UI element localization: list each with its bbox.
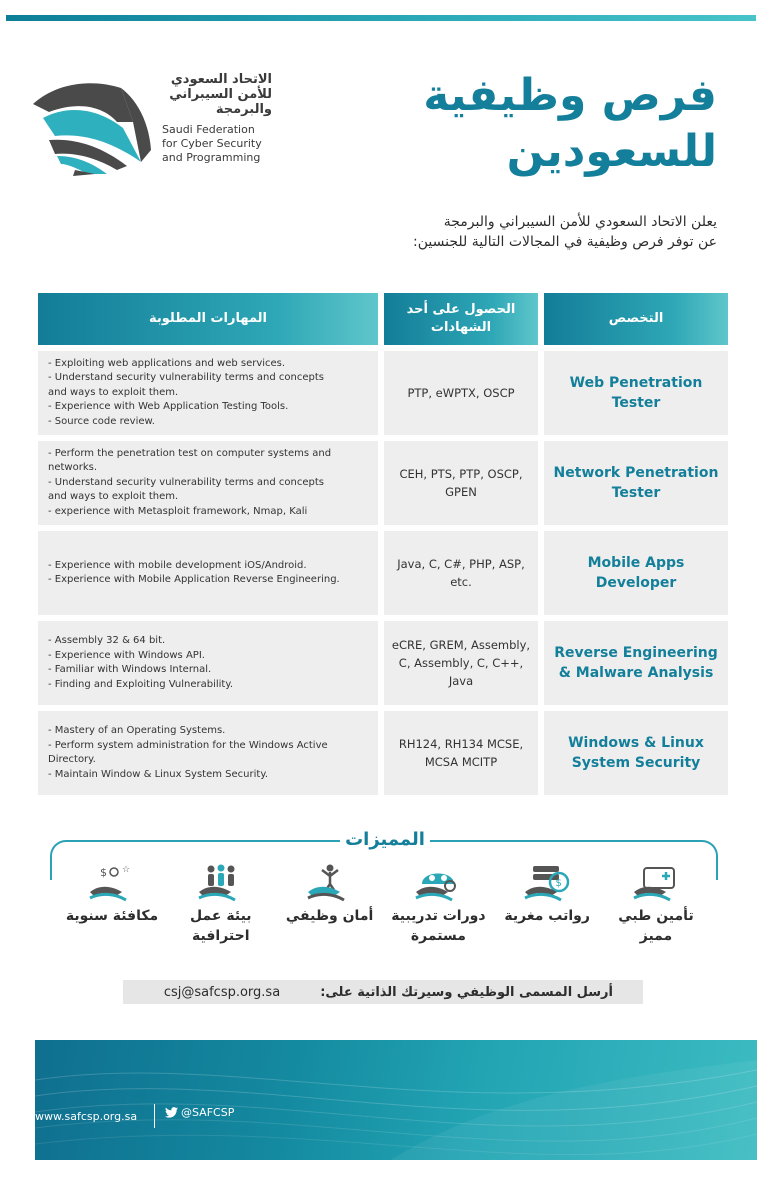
intro-text: يعلن الاتحاد السعودي للأمن السيبراني والبرمجة عن توفر فرص وظيفية في المجالات التالية للجنسين: xyxy=(413,214,717,250)
twitter-icon xyxy=(165,1107,178,1118)
benefit-label: رواتب مغرية xyxy=(504,908,590,924)
benefit-label: بيئة عمل احترافية xyxy=(190,908,252,944)
table-header-row xyxy=(38,293,728,345)
skills-cell: - Assembly 32 & 64 bit. - Experience with Windows API. - Familiar with Windows Internal. - Finding and Exploiting Vulnerability. xyxy=(38,621,378,705)
header-certificates: الحصول على أحد الشهادات xyxy=(384,293,538,345)
table-row xyxy=(38,621,728,705)
job-security-icon xyxy=(304,862,356,904)
top-accent-rule xyxy=(6,15,756,21)
training-icon xyxy=(412,862,464,904)
table-row xyxy=(38,711,728,795)
certificates-cell: Java, C, C#, PHP, ASP, etc. xyxy=(384,531,538,615)
bonus-icon xyxy=(86,862,138,904)
certificates-cell: RH124, RH134 MCSE, MCSA MCITP xyxy=(384,711,538,795)
skills-cell: - Experience with mobile development iOS/Android. - Experience with Mobile Application Reverse Engineering. xyxy=(38,531,378,615)
specialty-cell: Mobile Apps Developer xyxy=(544,531,728,615)
top-margin xyxy=(0,0,777,30)
svg-text:☆: ☆ xyxy=(122,865,131,875)
table-row xyxy=(38,351,728,435)
svg-text:$: $ xyxy=(100,866,107,879)
specialty-cell: Reverse Engineering & Malware Analysis xyxy=(544,621,728,705)
specialty-cell: Windows & Linux System Security xyxy=(544,711,728,795)
apply-bar xyxy=(123,980,643,1004)
header-specialty: التخصص xyxy=(544,293,728,345)
money-icon xyxy=(521,862,573,904)
benefit-label: تأمين طبي مميز xyxy=(618,908,694,944)
certificates-cell: eCRE, GREM, Assembly, C, Assembly, C, C++, Java xyxy=(384,621,538,705)
logo-arabic-name: الاتحاد السعودي للأمن السيبراني والبرمجة xyxy=(169,72,272,117)
team-icon xyxy=(195,862,247,904)
benefit-item xyxy=(171,862,271,946)
benefit-label: أمان وظيفي xyxy=(285,908,374,924)
skills-cell: - Perform the penetration test on computer systems and networks. - Understand security vulnerability terms and concepts and ways to exploit them. - experience with Metasploit framework, Nmap, Kali xyxy=(38,441,378,525)
svg-text:$: $ xyxy=(555,878,563,889)
benefit-item xyxy=(606,862,706,946)
federation-logo-mark-icon xyxy=(25,70,160,180)
benefit-label: مكافئة سنوية xyxy=(65,908,159,924)
benefit-item xyxy=(280,862,380,946)
federation-logo xyxy=(25,70,275,180)
header-skills: المهارات المطلوبة xyxy=(38,293,378,345)
skills-cell: - Exploiting web applications and web services. - Understand security vulnerability terms and concepts and ways to exploit them. - Experience with Web Application Testing Tools. - Source code review. xyxy=(38,351,378,435)
table-row xyxy=(38,531,728,615)
benefit-item xyxy=(388,862,488,946)
specialty-cell: Web Penetration Tester xyxy=(544,351,728,435)
title-line-1: فرص وظيفية xyxy=(423,70,717,121)
footer-bottom-margin xyxy=(0,1160,777,1200)
table-row xyxy=(38,441,728,525)
specialty-cell: Network Penetration Tester xyxy=(544,441,728,525)
benefit-item xyxy=(62,862,162,946)
jobs-table xyxy=(38,293,728,795)
medical-card-icon xyxy=(630,862,682,904)
benefits-title: المميزات xyxy=(340,826,430,854)
apply-instruction: أرسل المسمى الوظيفي وسيرتك الذاتية على: xyxy=(320,984,613,1000)
apply-email-link[interactable]: csj@safcsp.org.sa xyxy=(163,984,281,1000)
logo-english-name: Saudi Federation for Cyber Security and Programming xyxy=(162,123,262,164)
benefits-list xyxy=(50,862,718,946)
skills-cell: - Mastery of an Operating Systems. - Perform system administration for the Windows Active Directory. - Maintain Window & Linux System Security. xyxy=(38,711,378,795)
twitter-handle[interactable]: @SAFCSP xyxy=(165,1106,234,1119)
website-link[interactable]: www.safcsp.org.sa xyxy=(35,1110,138,1123)
title-line-2: للسعودين xyxy=(506,126,717,177)
page-title xyxy=(387,68,717,180)
benefit-item xyxy=(497,862,597,946)
benefit-label: دورات تدريبية مستمرة xyxy=(391,908,486,944)
certificates-cell: CEH, PTS, PTP, OSCP, GPEN xyxy=(384,441,538,525)
certificates-cell: PTP, eWPTX, OSCP xyxy=(384,351,538,435)
benefits-section xyxy=(50,826,720,976)
footer-contacts xyxy=(35,1040,335,1160)
footer-divider xyxy=(154,1104,155,1128)
